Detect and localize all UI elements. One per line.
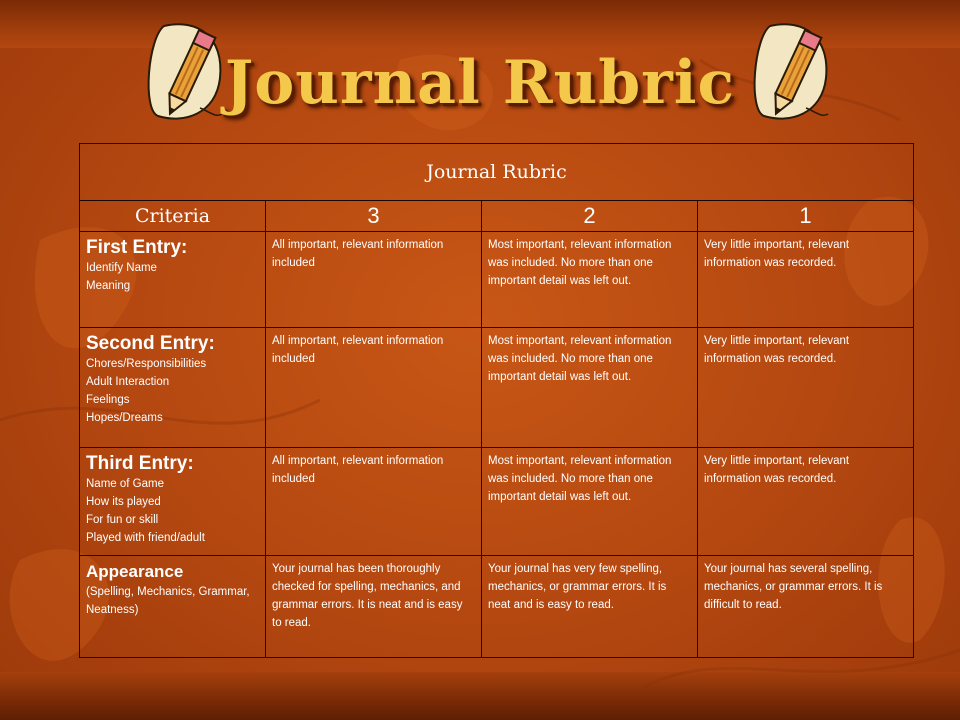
criteria-item: How its played	[86, 496, 161, 508]
criteria-cell	[80, 328, 266, 448]
score-3-cell: All important, relevant information included	[266, 448, 482, 556]
table-row	[80, 232, 914, 328]
table-row	[80, 556, 914, 658]
score-2-cell: Most important, relevant information was included. No more than one important detail was left out.	[482, 328, 698, 448]
rubric-table	[79, 143, 914, 658]
score-2-cell: Your journal has very few spelling, mechanics, or grammar errors. It is neat and is easy to read.	[482, 556, 698, 658]
table-row	[80, 328, 914, 448]
criteria-cell	[80, 232, 266, 328]
criteria-title: First Entry:	[86, 237, 188, 258]
score-1-cell: Your journal has several spelling, mechanics, or grammar errors. It is difficult to read.	[698, 556, 914, 658]
criteria-item: For fun or skill	[86, 514, 159, 526]
criteria-item: Adult Interaction	[86, 376, 170, 388]
criteria-cell	[80, 556, 266, 658]
criteria-item: Meaning	[86, 280, 131, 292]
header-score-2: 2	[482, 201, 698, 232]
table-row	[80, 448, 914, 556]
criteria-cell	[80, 448, 266, 556]
score-3-cell: All important, relevant information included	[266, 232, 482, 328]
criteria-item: Hopes/Dreams	[86, 412, 163, 424]
criteria-item: (Spelling, Mechanics, Grammar, Neatness)	[86, 586, 250, 616]
score-3-cell: Your journal has been thoroughly checked for spelling, mechanics, and grammar errors. It is neat and is easy to read.	[266, 556, 482, 658]
criteria-title: Third Entry:	[86, 453, 194, 474]
criteria-item: Feelings	[86, 394, 130, 406]
score-1-cell: Very little important, relevant information was recorded.	[698, 448, 914, 556]
header-criteria: Criteria	[80, 201, 266, 232]
criteria-item: Chores/Responsibilities	[86, 358, 207, 370]
score-2-cell: Most important, relevant information was included. No more than one important detail was left out.	[482, 232, 698, 328]
header-score-3: 3	[266, 201, 482, 232]
slide-title: Journal Rubric	[224, 48, 736, 118]
criteria-item: Identify Name	[86, 262, 157, 274]
header-score-1: 1	[698, 201, 914, 232]
score-1-cell: Very little important, relevant information was recorded.	[698, 328, 914, 448]
score-1-cell: Very little important, relevant information was recorded.	[698, 232, 914, 328]
criteria-title: Appearance	[86, 562, 184, 581]
score-3-cell: All important, relevant information included	[266, 328, 482, 448]
criteria-title: Second Entry:	[86, 333, 215, 354]
table-caption: Journal Rubric	[80, 144, 914, 201]
score-2-cell: Most important, relevant information was included. No more than one important detail was left out.	[482, 448, 698, 556]
criteria-item: Name of Game	[86, 478, 164, 490]
criteria-item: Played with friend/adult	[86, 532, 205, 544]
